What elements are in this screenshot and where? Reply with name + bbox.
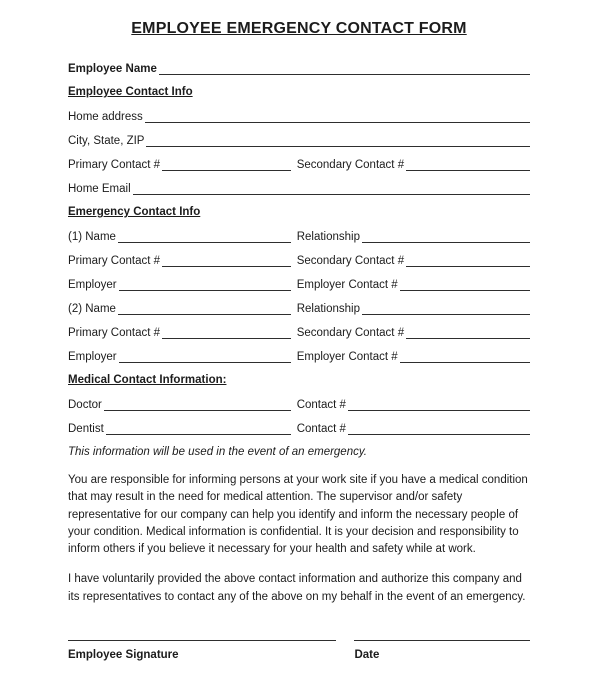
responsibility-paragraph: You are responsible for informing persons at your work site if you have a medical condition that may result in the need for medical attention. The supervisor and/or safety representative for our company can help you identify and inform the necessary people of your condition. Medical information is confidential. It is your decision and responsibility to inform others if you believe it necessary for your health and safety while at work. <box>68 474 528 555</box>
emergency1-name-line <box>118 230 291 243</box>
employee-name-row <box>68 62 530 75</box>
emergency1-employer-field <box>68 278 297 291</box>
emergency1-employer-line <box>119 278 291 291</box>
doctor-contact-label: Contact # <box>296 399 346 411</box>
employee-primary-contact-line <box>162 158 291 171</box>
form-title: EMPLOYEE EMERGENCY CONTACT FORM <box>131 20 467 37</box>
doctor-row <box>68 398 530 411</box>
emergency2-relationship-label: Relationship <box>296 303 360 315</box>
employee-name-label: Employee Name <box>68 63 157 75</box>
emergency2-secondary-contact-field <box>297 326 530 339</box>
emergency1-relationship-label: Relationship <box>296 231 360 243</box>
dentist-contact-field <box>297 422 530 435</box>
home-address-label: Home address <box>68 111 143 123</box>
emergency2-secondary-contact-line <box>406 326 530 339</box>
doctor-contact-field <box>297 398 530 411</box>
section-heading-employee-contact-info: Employee Contact Info <box>68 86 193 98</box>
emergency2-name-field <box>68 302 297 315</box>
emergency1-name-row <box>68 230 530 243</box>
dentist-contact-label: Contact # <box>296 423 346 435</box>
dentist-row <box>68 422 530 435</box>
emergency2-employer-line <box>119 350 291 363</box>
emergency1-secondary-contact-field <box>297 254 530 267</box>
emergency1-relationship-line <box>362 230 530 243</box>
doctor-contact-line <box>348 398 530 411</box>
emergency2-employer-contact-line <box>400 350 530 363</box>
doctor-label: Doctor <box>68 399 102 411</box>
emergency1-employer-label: Employer <box>68 279 117 291</box>
employee-phone-row <box>68 158 530 171</box>
home-email-row <box>68 182 530 195</box>
city-state-zip-label: City, State, ZIP <box>68 135 145 147</box>
emergency2-employer-contact-label: Employer Contact # <box>296 351 398 363</box>
employee-name-line <box>159 62 530 75</box>
signature-lines-row <box>68 626 530 641</box>
signature-labels-row <box>68 649 530 661</box>
emergency1-secondary-contact-label: Secondary Contact # <box>296 255 405 267</box>
employee-signature-label: Employee Signature <box>68 648 179 661</box>
emergency1-relationship-field <box>297 230 530 243</box>
dentist-contact-line <box>348 422 530 435</box>
section-heading-emergency-contact-info: Emergency Contact Info <box>68 206 201 218</box>
home-email-label: Home Email <box>68 183 131 195</box>
emergency2-secondary-contact-label: Secondary Contact # <box>296 327 405 339</box>
signature-gap <box>336 626 354 641</box>
emergency1-employer-row <box>68 278 530 291</box>
emergency2-employer-label: Employer <box>68 351 117 363</box>
dentist-label: Dentist <box>68 423 104 435</box>
emergency2-name-line <box>118 302 291 315</box>
emergency2-name-label: (2) Name <box>68 303 116 315</box>
home-address-line <box>145 110 530 123</box>
emergency2-primary-contact-line <box>162 326 291 339</box>
doctor-field <box>68 398 297 411</box>
section-heading-medical-contact-information: Medical Contact Information: <box>68 374 227 386</box>
emergency2-phone-row <box>68 326 530 339</box>
city-state-zip-line <box>146 134 530 147</box>
emergency1-employer-contact-field <box>297 278 530 291</box>
emergency2-name-row <box>68 302 530 315</box>
emergency1-primary-contact-label: Primary Contact # <box>68 255 161 267</box>
date-line <box>354 626 530 641</box>
employee-primary-contact-label: Primary Contact # <box>68 159 161 171</box>
emergency2-relationship-line <box>362 302 530 315</box>
city-state-zip-row <box>68 134 530 147</box>
home-address-row <box>68 110 530 123</box>
dentist-line <box>106 422 291 435</box>
emergency1-employer-contact-label: Employer Contact # <box>296 279 398 291</box>
emergency1-name-field <box>68 230 297 243</box>
emergency1-employer-contact-line <box>400 278 530 291</box>
employee-signature-line <box>68 626 336 641</box>
emergency2-primary-contact-field <box>68 326 297 339</box>
employee-primary-contact-field <box>68 158 297 171</box>
home-email-line <box>133 182 530 195</box>
usage-note: This information will be used in the event of an emergency. <box>68 446 367 458</box>
emergency1-name-label: (1) Name <box>68 231 116 243</box>
employee-secondary-contact-line <box>406 158 530 171</box>
emergency2-employer-row <box>68 350 530 363</box>
authorization-paragraph: I have voluntarily provided the above contact information and authorize this company and its representatives to contact any of the above on my behalf in the event of an emergency. <box>68 573 526 603</box>
employee-secondary-contact-label: Secondary Contact # <box>296 159 405 171</box>
doctor-line <box>104 398 291 411</box>
employee-secondary-contact-field <box>297 158 530 171</box>
emergency2-relationship-field <box>297 302 530 315</box>
date-label: Date <box>354 648 380 661</box>
emergency1-secondary-contact-line <box>406 254 530 267</box>
emergency1-phone-row <box>68 254 530 267</box>
emergency2-employer-contact-field <box>297 350 530 363</box>
emergency2-primary-contact-label: Primary Contact # <box>68 327 161 339</box>
emergency1-primary-contact-field <box>68 254 297 267</box>
dentist-field <box>68 422 297 435</box>
emergency2-employer-field <box>68 350 297 363</box>
emergency1-primary-contact-line <box>162 254 291 267</box>
